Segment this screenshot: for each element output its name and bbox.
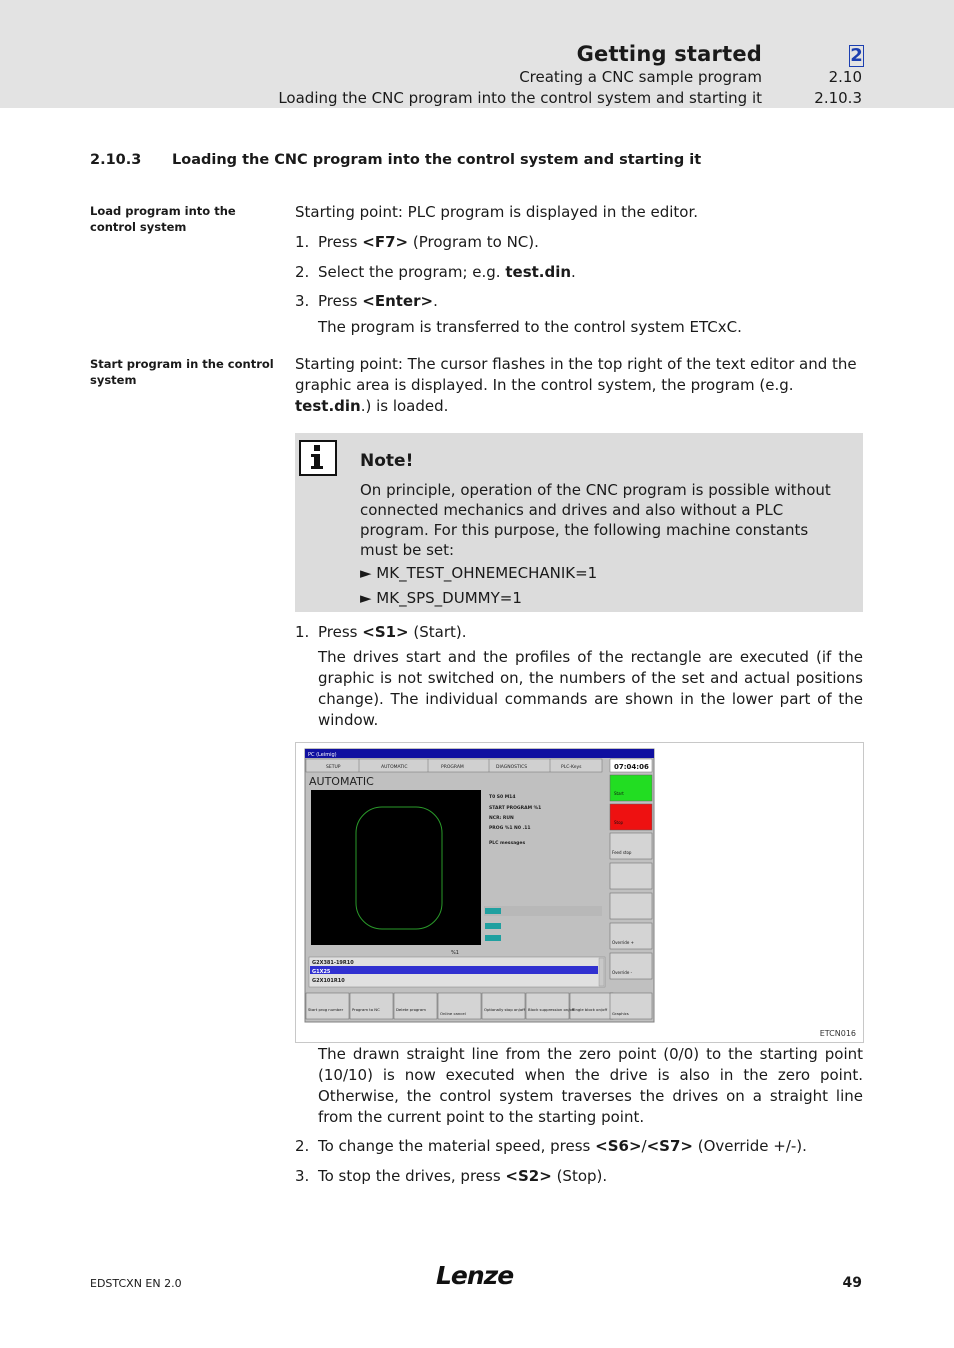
- run-step-1-detail: The drives start and the profiles of the rectangle are executed (if the graphic is not switched on, the numbers of the set and actual positions change). The individual commands are shown in the lower part of the window.: [318, 648, 863, 729]
- note-bullet: ► MK_TEST_OHNEMECHANIK=1: [360, 564, 598, 582]
- section-title-header: Loading the CNC program into the control system and starting it: [278, 89, 762, 107]
- start-button: Start: [614, 791, 624, 796]
- subchapter-number: 2.10: [828, 68, 862, 86]
- cnc-screen: [296, 743, 865, 1044]
- svg-text:07:04:06: 07:04:06: [614, 763, 649, 771]
- key-s2: <S2>: [505, 1167, 552, 1185]
- key-s1: <S1>: [362, 623, 409, 641]
- load-step-2: Select the program; e.g. test.din.: [318, 263, 576, 281]
- start-intro: Starting point: The cursor flashes in the top right of the text editor and the graphic area is displayed. In the control system, the program (e.g. test.din.) is loaded.: [295, 355, 857, 415]
- info-icon: [299, 440, 337, 476]
- load-step-3: Press <Enter>.: [318, 292, 438, 310]
- online-cancel-button: Online cancel: [440, 1011, 466, 1016]
- note-title: Note!: [360, 451, 414, 471]
- load-intro: Starting point: PLC program is displayed in the editor.: [295, 203, 699, 221]
- graphics-button: Graphics: [612, 1011, 629, 1016]
- step-number: 1.: [295, 233, 310, 251]
- step-number: 3.: [295, 1167, 310, 1185]
- tab-program: PROGRAM: [441, 765, 464, 770]
- load-step-1: Press <F7> (Program to NC).: [318, 233, 539, 251]
- step-number: 1.: [295, 623, 310, 641]
- margin-label-start: Start program in the control system: [90, 357, 274, 387]
- start-prog-number-button: Start prog number: [308, 1007, 344, 1012]
- key-enter: <Enter>: [362, 292, 434, 310]
- svg-text:AUTOMATIC: AUTOMATIC: [309, 775, 374, 788]
- page-header: [0, 0, 954, 108]
- block-suppression-button: Block suppression on/off: [528, 1007, 575, 1012]
- section-number: 2.10.3: [90, 152, 142, 168]
- svg-text:T0 S0 M14: T0 S0 M14: [489, 795, 516, 800]
- lenze-logo: [436, 1262, 516, 1294]
- section-number-header: 2.10.3: [814, 89, 862, 107]
- delete-program-button: Delete program: [396, 1007, 426, 1012]
- note-bullet: ► MK_SPS_DUMMY=1: [360, 589, 522, 607]
- tab-automatic: AUTOMATIC: [381, 765, 408, 770]
- program-name: test.din: [505, 263, 572, 281]
- document-code: EDSTCXN EN 2.0: [90, 1277, 182, 1290]
- step-number: 2.: [295, 263, 310, 281]
- chapter-title: Getting started: [576, 42, 762, 66]
- svg-text:G2X381-19R10: G2X381-19R10: [312, 960, 354, 966]
- run-step-1: Press <S1> (Start).: [318, 623, 467, 641]
- single-block-button: Single block on/off: [572, 1007, 608, 1012]
- svg-text:PLC messages: PLC messages: [489, 841, 526, 846]
- optional-stop-button: Optionally stop on/off: [484, 1007, 525, 1012]
- svg-text:G2X101R10: G2X101R10: [312, 978, 345, 984]
- override-minus-button: Override -: [612, 970, 633, 975]
- note-body: On principle, operation of the CNC program is possible without connected mechanics and drives and also without a PLC program. For this purpose, the following machine constants must be set:: [360, 481, 831, 559]
- svg-text:START PROGRAM %1: START PROGRAM %1: [489, 806, 542, 811]
- chapter-number-box: 2: [850, 45, 863, 66]
- override-plus-button: Override +: [612, 940, 634, 945]
- screenshot-figure: [295, 742, 864, 1043]
- stop-button: Stop: [614, 820, 624, 825]
- feed-stop-button: Feed stop: [612, 850, 632, 855]
- tab-diagnostics: DIAGNOSTICS: [496, 765, 528, 770]
- run-step-3: To stop the drives, press <S2> (Stop).: [318, 1167, 608, 1185]
- key-s6: <S6>: [595, 1137, 642, 1155]
- svg-text:G1X25: G1X25: [312, 969, 331, 975]
- after-image-text: The drawn straight line from the zero point (0/0) to the starting point (10/10) is now executed when the drive is also in the zero point. Otherwise, the control system traverses the drives on a straight line from the current point to the starting point.: [318, 1045, 863, 1126]
- margin-label-load: Load program into the control system: [90, 204, 236, 234]
- page-number: 49: [842, 1275, 862, 1291]
- svg-text:PC (Leimig): PC (Leimig): [308, 752, 337, 758]
- subchapter-title: Creating a CNC sample program: [519, 68, 762, 86]
- step-number: 3.: [295, 292, 310, 310]
- figure-reference: ETCN016: [819, 1029, 856, 1038]
- tab-plc-keys: PLC-Keys: [561, 765, 582, 770]
- section-heading: Loading the CNC program into the control system and starting it: [172, 152, 702, 168]
- load-result: The program is transferred to the control system ETCxC.: [318, 318, 742, 336]
- step-number: 2.: [295, 1137, 310, 1155]
- svg-text:NCR: RUN: NCR: RUN: [489, 816, 514, 821]
- svg-text:%1: %1: [451, 950, 459, 956]
- key-s7: <S7>: [646, 1137, 693, 1155]
- svg-text:Lenze: Lenze: [436, 1262, 514, 1290]
- tab-setup: SETUP: [326, 765, 341, 770]
- run-step-2: To change the material speed, press <S6>/<S7> (Override +/-).: [318, 1137, 807, 1155]
- program-to-nc-button: Program to NC: [352, 1007, 380, 1012]
- note-box: [295, 433, 863, 612]
- svg-text:PROG %1 N0 .11: PROG %1 N0 .11: [489, 826, 531, 831]
- key-f7: <F7>: [362, 233, 409, 251]
